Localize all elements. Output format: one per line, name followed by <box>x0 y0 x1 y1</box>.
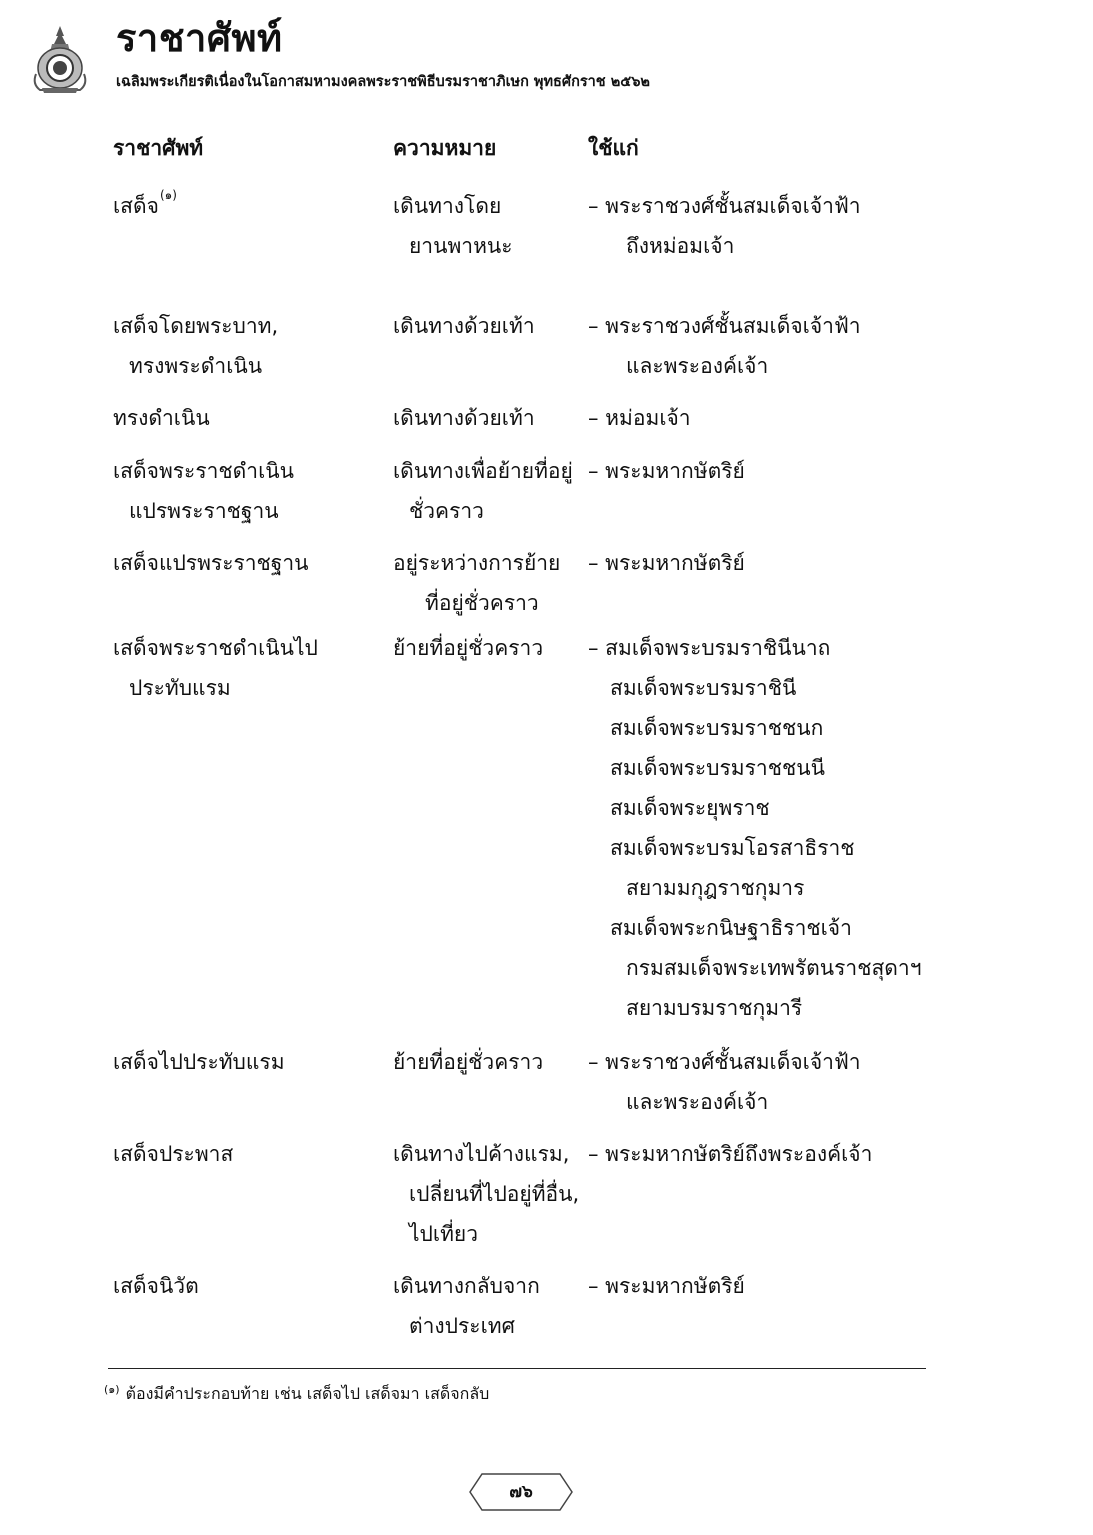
term-text: เสด็จนิวัต <box>113 1274 199 1298</box>
meaning-cell <box>393 1266 540 1346</box>
usage-text: – พระราชวงศ์ชั้นสมเด็จเจ้าฟ้า <box>588 194 861 218</box>
usage-cell <box>588 1134 872 1174</box>
meaning-cell <box>393 451 573 531</box>
meaning-cell <box>393 186 513 266</box>
term-cell <box>113 398 210 438</box>
footnote-text: ต้องมีคำประกอบท้าย เช่น เสด็จไป เสด็จมา เสด็จกลับ <box>125 1384 490 1403</box>
meaning-text: ยานพาหนะ <box>409 234 513 258</box>
term-cell <box>113 543 309 583</box>
usage-text: สมเด็จพระยุพราช <box>610 796 770 820</box>
usage-cell <box>588 1266 745 1306</box>
usage-text: กรมสมเด็จพระเทพรัตนราชสุดาฯ <box>626 956 922 980</box>
term-text: เสด็จแปรพระราชฐาน <box>113 551 309 575</box>
usage-cell <box>588 628 922 1028</box>
meaning-text: ต่างประเทศ <box>409 1314 515 1338</box>
term-text: เสด็จประพาส <box>113 1142 234 1166</box>
document-title: ราชาศัพท์ <box>116 16 283 60</box>
meaning-text: ไปเที่ยว <box>409 1222 479 1246</box>
usage-text: – พระราชวงศ์ชั้นสมเด็จเจ้าฟ้า <box>588 1050 861 1074</box>
usage-text: สมเด็จพระกนิษฐาธิราชเจ้า <box>610 916 852 940</box>
usage-cell <box>588 306 861 386</box>
usage-text: และพระองค์เจ้า <box>626 354 769 378</box>
meaning-text: เดินทางด้วยเท้า <box>393 314 535 338</box>
usage-text: สยามมกุฎราชกุมาร <box>626 876 805 900</box>
usage-cell <box>588 398 691 438</box>
term-text: เสด็จโดยพระบาท, <box>113 314 279 338</box>
meaning-cell <box>393 1042 543 1082</box>
meaning-text: เดินทางโดย <box>393 194 502 218</box>
term-cell <box>113 1042 285 1082</box>
usage-text: สมเด็จพระบรมราชินี <box>610 676 797 700</box>
footnote-reference: (๑) <box>159 188 177 202</box>
page-number: ๗๖ <box>509 1482 533 1502</box>
usage-text: – สมเด็จพระบรมราชินีนาถ <box>588 636 831 660</box>
footnote <box>104 1380 489 1407</box>
usage-cell <box>588 186 861 266</box>
meaning-cell <box>393 543 560 623</box>
term-text: ทรงดำเนิน <box>113 406 210 430</box>
meaning-text: ย้ายที่อยู่ชั่วคราว <box>393 1050 544 1074</box>
term-cell <box>113 1266 199 1306</box>
header-usage: ใช้แก่ <box>588 136 639 160</box>
usage-text: สยามบรมราชกุมารี <box>626 996 803 1020</box>
usage-text: – พระมหากษัตริย์ถึงพระองค์เจ้า <box>588 1142 873 1166</box>
meaning-text: ที่อยู่ชั่วคราว <box>425 591 539 615</box>
meaning-cell <box>393 306 535 346</box>
footnote-marker: (๑) <box>104 1383 120 1396</box>
term-cell <box>113 306 278 386</box>
term-text: เสด็จไปประทับแรม <box>113 1050 285 1074</box>
usage-text: และพระองค์เจ้า <box>626 1090 769 1114</box>
usage-text: – หม่อมเจ้า <box>588 406 691 430</box>
usage-cell <box>588 1042 861 1122</box>
footnote-divider <box>108 1368 926 1369</box>
term-cell <box>113 628 318 708</box>
term-cell <box>113 186 177 226</box>
usage-text: สมเด็จพระบรมราชชนก <box>610 716 824 740</box>
term-text: เสด็จ$^{(๑)}$ <box>113 188 177 218</box>
term-text: เสด็จพระราชดำเนิน <box>113 459 294 483</box>
meaning-text: เดินทางไปค้างแรม, <box>393 1142 570 1166</box>
meaning-text: ย้ายที่อยู่ชั่วคราว <box>393 636 544 660</box>
usage-text: – พระมหากษัตริย์ <box>588 459 745 483</box>
usage-text: – พระมหากษัตริย์ <box>588 551 745 575</box>
meaning-text: เปลี่ยนที่ไปอยู่ที่อื่น, <box>409 1182 580 1206</box>
term-text: ประทับแรม <box>129 676 231 700</box>
term-text: ทรงพระดำเนิน <box>129 354 263 378</box>
term-cell <box>113 451 294 531</box>
usage-cell <box>588 543 745 583</box>
meaning-text: ชั่วคราว <box>409 499 484 523</box>
term-text: เสด็จพระราชดำเนินไป <box>113 636 318 660</box>
meaning-cell <box>393 628 543 668</box>
term-cell <box>113 1134 233 1174</box>
meaning-cell <box>393 1134 579 1254</box>
document-subtitle: เฉลิมพระเกียรติเนื่องในโอกาสมหามงคลพระราชพิธีบรมราชาภิเษก พุทธศักราช ๒๕๖๒ <box>116 74 650 90</box>
meaning-text: เดินทางเพื่อย้ายที่อยู่ <box>393 459 573 483</box>
meaning-text: อยู่ระหว่างการย้าย <box>393 551 561 575</box>
royal-emblem-logo <box>30 24 90 94</box>
usage-cell <box>588 451 745 491</box>
usage-text: – พระมหากษัตริย์ <box>588 1274 745 1298</box>
meaning-text: เดินทางด้วยเท้า <box>393 406 535 430</box>
usage-text: สมเด็จพระบรมโอรสาธิราช <box>610 836 855 860</box>
header-meaning: ความหมาย <box>393 136 497 160</box>
usage-text: สมเด็จพระบรมราชชนนี <box>610 756 825 780</box>
meaning-cell <box>393 398 535 438</box>
usage-text: – พระราชวงศ์ชั้นสมเด็จเจ้าฟ้า <box>588 314 861 338</box>
header-term: ราชาศัพท์ <box>113 136 204 160</box>
usage-text: ถึงหม่อมเจ้า <box>626 234 735 258</box>
term-text: แปรพระราชฐาน <box>129 499 279 523</box>
meaning-text: เดินทางกลับจาก <box>393 1274 540 1298</box>
